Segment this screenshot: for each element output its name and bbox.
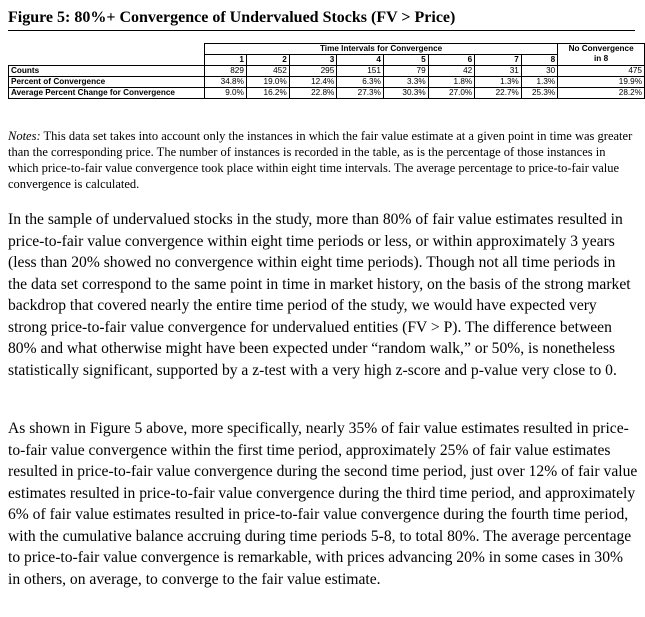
table-cell: 829	[204, 66, 246, 77]
table-cell: 9.0%	[204, 88, 246, 99]
table-row	[9, 88, 645, 99]
table-cell: 42	[428, 66, 475, 77]
table-cell: 452	[246, 66, 289, 77]
figure-title-text: Figure 5: 80%+ Convergence of Undervalued Stocks (FV > Price)	[8, 9, 456, 26]
table-cell: 30.3%	[383, 88, 428, 99]
row-label: Counts	[9, 66, 205, 77]
column-number-row	[9, 55, 645, 66]
row-label: Percent of Convergence	[9, 77, 205, 88]
table-cell-no-convergence: 19.9%	[558, 77, 645, 88]
table-header-row	[9, 44, 645, 55]
table-row	[9, 77, 645, 88]
convergence-table	[8, 43, 645, 99]
table-cell: 1.8%	[428, 77, 475, 88]
table-cell: 1.3%	[475, 77, 522, 88]
column-header: 3	[289, 55, 337, 66]
table-cell: 27.0%	[428, 88, 475, 99]
column-header: 8	[521, 55, 557, 66]
figure-title	[8, 8, 635, 31]
column-header: 7	[475, 55, 522, 66]
column-header: 6	[428, 55, 475, 66]
table-cell: 34.8%	[204, 77, 246, 88]
table-cell: 3.3%	[383, 77, 428, 88]
table-cell: 19.0%	[246, 77, 289, 88]
table-row	[9, 66, 645, 77]
notes-text: This data set takes into account only the instances in which the fair value estimate at a given point in time was greater than the corresponding price. The number of instances is recorded in the table, as is the percentage of those instances in which price-to-fair value convergence took place within eight time intervals. The average percentage to price-to-fair value convergence is calculated.	[8, 129, 633, 191]
column-header: 1	[204, 55, 246, 66]
table-cell: 12.4%	[289, 77, 337, 88]
table-cell: 31	[475, 66, 522, 77]
table-cell-no-convergence: 28.2%	[558, 88, 645, 99]
table-cell: 16.2%	[246, 88, 289, 99]
column-header: 5	[383, 55, 428, 66]
body-paragraph-1: In the sample of undervalued stocks in the study, more than 80% of fair value estimates resulted in price-to-fair value convergence within eight time periods or less, or within approximately 3 years (less than 20% showed no convergence within eight time periods). Though not all time periods in the data set correspond to the same point in time in market history, on the basis of the strong market backdrop that covered nearly the entire time period of the study, we would have expected very strong price-to-fair value convergence for undervalued entities (FV > P). The difference between 80% and what otherwise might have been expected under “random walk,” or 50%, is nonetheless statistically significant, supported by a z-test with a very high z-score and p-value very close to 0.	[8, 211, 631, 379]
row-label: Average Percent Change for Convergence	[9, 88, 205, 99]
table-cell: 1.3%	[521, 77, 557, 88]
table-cell: 22.8%	[289, 88, 337, 99]
no-convergence-header: No Convergence in 8	[558, 44, 645, 66]
table-notes	[8, 128, 635, 192]
group-header: Time Intervals for Convergence	[204, 44, 557, 55]
table-cell: 295	[289, 66, 337, 77]
body-paragraph-2: As shown in Figure 5 above, more specifically, nearly 35% of fair value estimates resulted in price-to-fair value convergence within the first time period, approximately 25% of fair value estimates resulted in price-to-fair value convergence during the second time period, just over 12% of fair value estimates resulted in price-to-fair value convergence during the third time period, and approximately 6% of fair value estimates resulted in price-to-fair value convergence during the fourth time period, with the cumulative balance accruing during time periods 5-8, to total 80%. The average percentage to price-to-fair value convergence is remarkable, with prices advancing 20% in some cases in 30% in others, on average, to converge to the fair value estimate.	[8, 420, 638, 588]
table-cell: 25.3%	[521, 88, 557, 99]
column-header: 2	[246, 55, 289, 66]
table-cell: 27.3%	[337, 88, 384, 99]
notes-label: Notes:	[8, 129, 41, 143]
table-cell: 30	[521, 66, 557, 77]
column-header: 4	[337, 55, 384, 66]
table-cell-no-convergence: 475	[558, 66, 645, 77]
table-cell: 6.3%	[337, 77, 384, 88]
table-cell: 79	[383, 66, 428, 77]
table-cell: 151	[337, 66, 384, 77]
table-cell: 22.7%	[475, 88, 522, 99]
